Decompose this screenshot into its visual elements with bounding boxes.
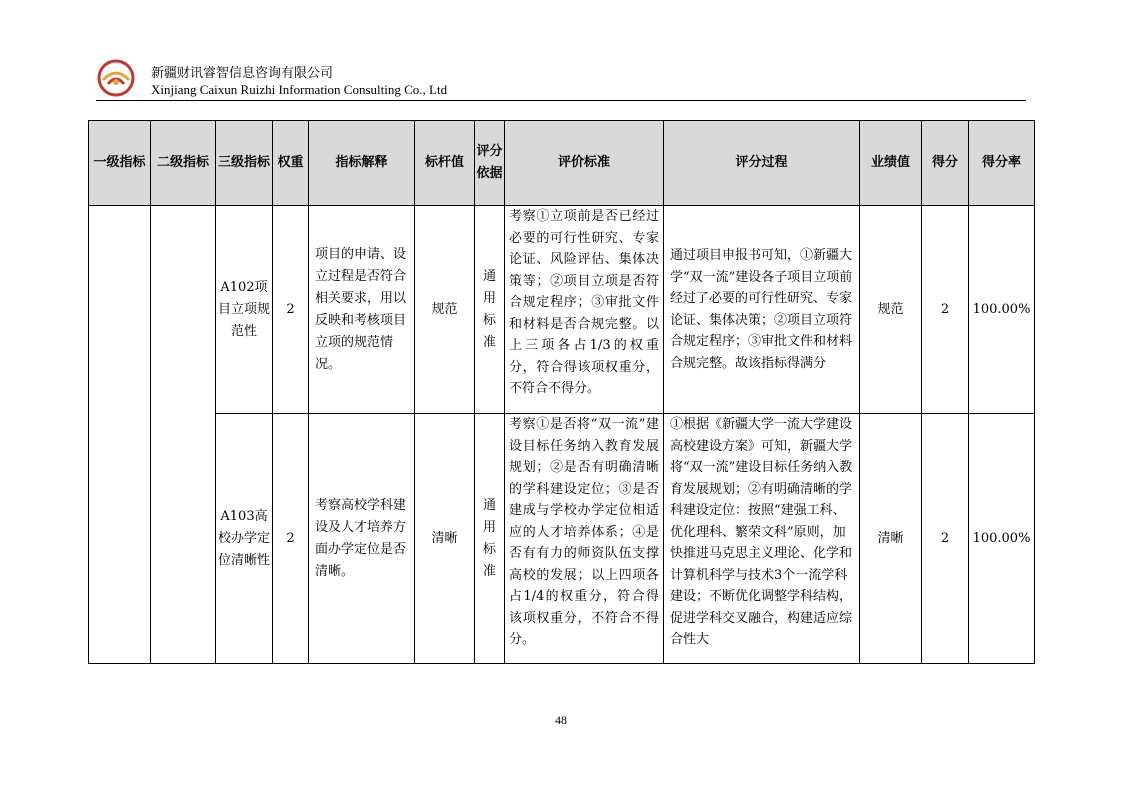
table-row xyxy=(89,414,1035,664)
criteria-cell: 考察①立项前是否已经过必要的可行性研究、专家论证、风险评估、集体决策等；②项目立项是否符合规定程序；③审批文件和材料是否合规完整。以上三项各占1/3的权重分，符合得该项权重分，不符合不得分。 xyxy=(505,206,664,414)
level3-cell: A103高校办学定位清晰性 xyxy=(216,414,273,664)
header-rate: 得分率 xyxy=(969,121,1035,206)
level3-cell: A102项目立项规范性 xyxy=(216,206,273,414)
evaluation-table xyxy=(88,120,1035,664)
header-divider xyxy=(96,100,1026,101)
benchmark-cell: 规范 xyxy=(415,206,475,414)
page-header xyxy=(96,58,1026,102)
company-name-cn: 新疆财讯睿智信息咨询有限公司 xyxy=(151,66,334,81)
company-name-en: Xinjiang Caixun Ruizhi Information Consulting Co., Ltd xyxy=(151,82,448,97)
header-score: 得分 xyxy=(922,121,969,206)
header-explanation: 指标解释 xyxy=(309,121,415,206)
level1-cell xyxy=(89,206,151,664)
score-cell: 2 xyxy=(922,414,969,664)
process-cell: ①根据《新疆大学一流大学建设高校建设方案》可知，新疆大学将“双一流”建设目标任务纳入教育发展规划；②有明确清晰的学科建设定位：按照“建强工科、优化理科、繁荣文科”原则，加快推进马克思主义理论、化学和计算机科学与技术3个一流学科建设；不断优化调整学科结构，促进学科交叉融合，构建适应综合性大 xyxy=(664,414,860,664)
table-header-row xyxy=(89,121,1035,206)
header-basis: 评分依据 xyxy=(475,121,505,206)
explanation-cell: 考察高校学科建设及人才培养方面办学定位是否清晰。 xyxy=(309,414,415,664)
performance-cell: 规范 xyxy=(860,206,922,414)
criteria-cell: 考察①是否将“双一流”建设目标任务纳入教育发展规划；②是否有明确清晰的学科建设定位；③是否建成与学校办学定位相适应的人才培养体系；④是否有有力的师资队伍支撑高校的发展；以上四项各占1/4的权重分，符合得该项权重分，不符合不得分。 xyxy=(505,414,664,664)
header-weight: 权重 xyxy=(273,121,309,206)
header-level2: 二级指标 xyxy=(151,121,216,206)
process-cell: 通过项目申报书可知，①新疆大学“双一流”建设各子项目立项前经过了必要的可行性研究、专家论证、集体决策；②项目立项符合规定程序；③审批文件和材料合规完整。故该指标得满分 xyxy=(664,206,860,414)
basis-cell: 通用标准 xyxy=(475,206,505,414)
company-logo-icon xyxy=(96,58,136,98)
rate-cell: 100.00% xyxy=(969,414,1035,664)
level2-cell xyxy=(151,206,216,664)
header-level1: 一级指标 xyxy=(89,121,151,206)
header-criteria: 评价标准 xyxy=(505,121,664,206)
header-performance: 业绩值 xyxy=(860,121,922,206)
header-process: 评分过程 xyxy=(664,121,860,206)
table-row xyxy=(89,206,1035,414)
basis-cell: 通用标准 xyxy=(475,414,505,664)
rate-cell: 100.00% xyxy=(969,206,1035,414)
benchmark-cell: 清晰 xyxy=(415,414,475,664)
header-benchmark: 标杆值 xyxy=(415,121,475,206)
page-number: 48 xyxy=(555,713,567,727)
score-cell: 2 xyxy=(922,206,969,414)
performance-cell: 清晰 xyxy=(860,414,922,664)
weight-cell: 2 xyxy=(273,414,309,664)
explanation-cell: 项目的申请、设立过程是否符合相关要求，用以反映和考核项目立项的规范情况。 xyxy=(309,206,415,414)
weight-cell: 2 xyxy=(273,206,309,414)
header-level3: 三级指标 xyxy=(216,121,273,206)
